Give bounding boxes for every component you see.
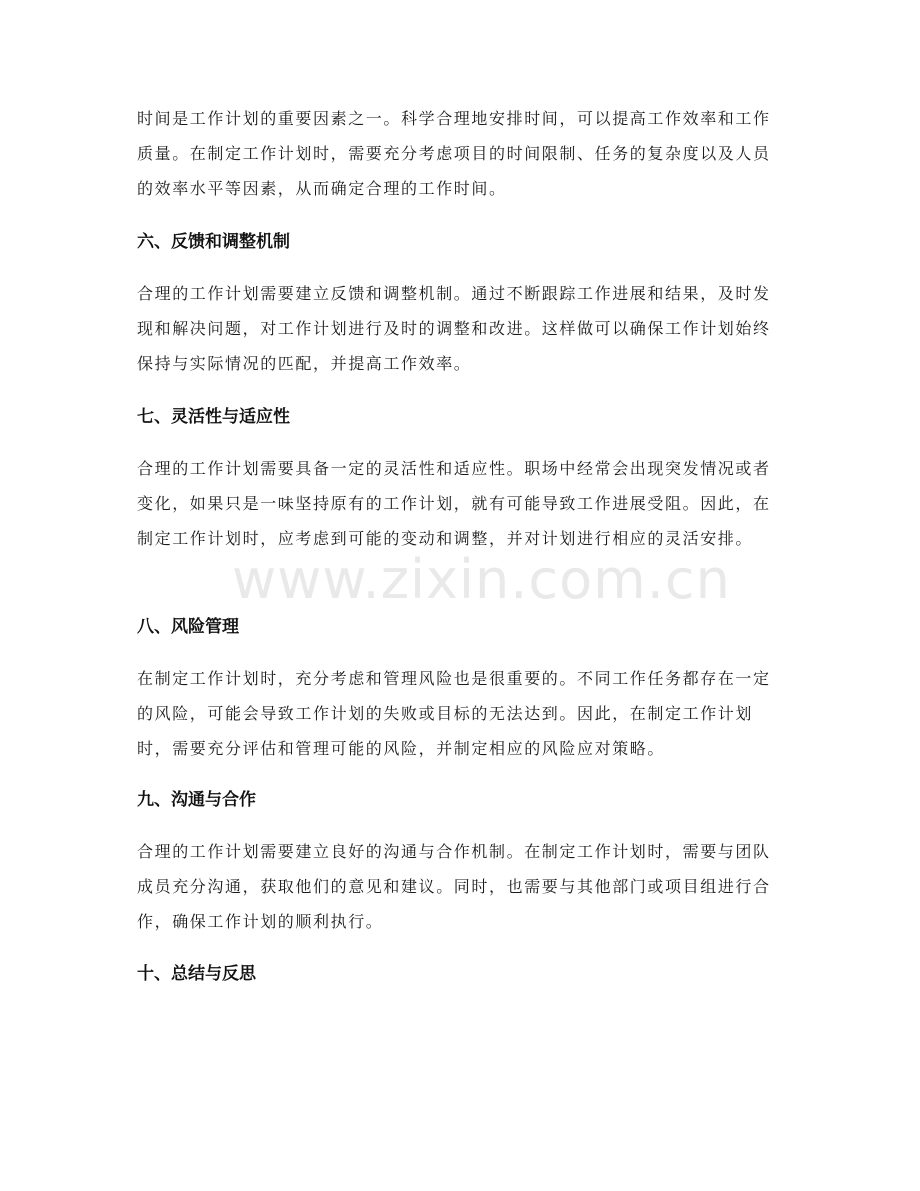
paragraph-flexibility: 合理的工作计划需要具备一定的灵活性和适应性。职场中经常会出现突发情况或者变化，如果只是一味坚持原有的工作计划，就有可能导致工作进展受阻。因此，在制定工作计划时，应考虑到可能的变动和调整，并对计划进行相应的灵活安排。: [137, 459, 771, 548]
heading-flexibility: 七、灵活性与适应性: [137, 407, 290, 427]
heading-summary: 十、总结与反思: [137, 964, 256, 984]
paragraph-feedback: 合理的工作计划需要建立反馈和调整机制。通过不断跟踪工作进展和结果，及时发现和解决问题，对工作计划进行及时的调整和改进。这样做可以确保工作计划始终保持与实际情况的匹配，并提高工作效率。: [137, 284, 771, 373]
heading-risk: 八、风险管理: [137, 617, 239, 637]
watermark-text: www.zixin.com.cn: [232, 548, 731, 611]
heading-communication: 九、沟通与合作: [137, 790, 256, 810]
paragraph-risk: 在制定工作计划时，充分考虑和管理风险也是很重要的。不同工作任务都存在一定的风险，可能会导致工作计划的失败或目标的无法达到。因此，在制定工作计划时，需要充分评估和管理可能的风险，并制定相应的风险应对策略。: [137, 669, 771, 758]
heading-feedback: 六、反馈和调整机制: [137, 232, 290, 252]
paragraph-communication: 合理的工作计划需要建立良好的沟通与合作机制。在制定工作计划时，需要与团队成员充分沟通，获取他们的意见和建议。同时，也需要与其他部门或项目组进行合作，确保工作计划的顺利执行。: [137, 842, 771, 931]
paragraph-time: 时间是工作计划的重要因素之一。科学合理地安排时间，可以提高工作效率和工作质量。在制定工作计划时，需要充分考虑项目的时间限制、任务的复杂度以及人员的效率水平等因素，从而确定合理的工作时间。: [137, 109, 771, 198]
